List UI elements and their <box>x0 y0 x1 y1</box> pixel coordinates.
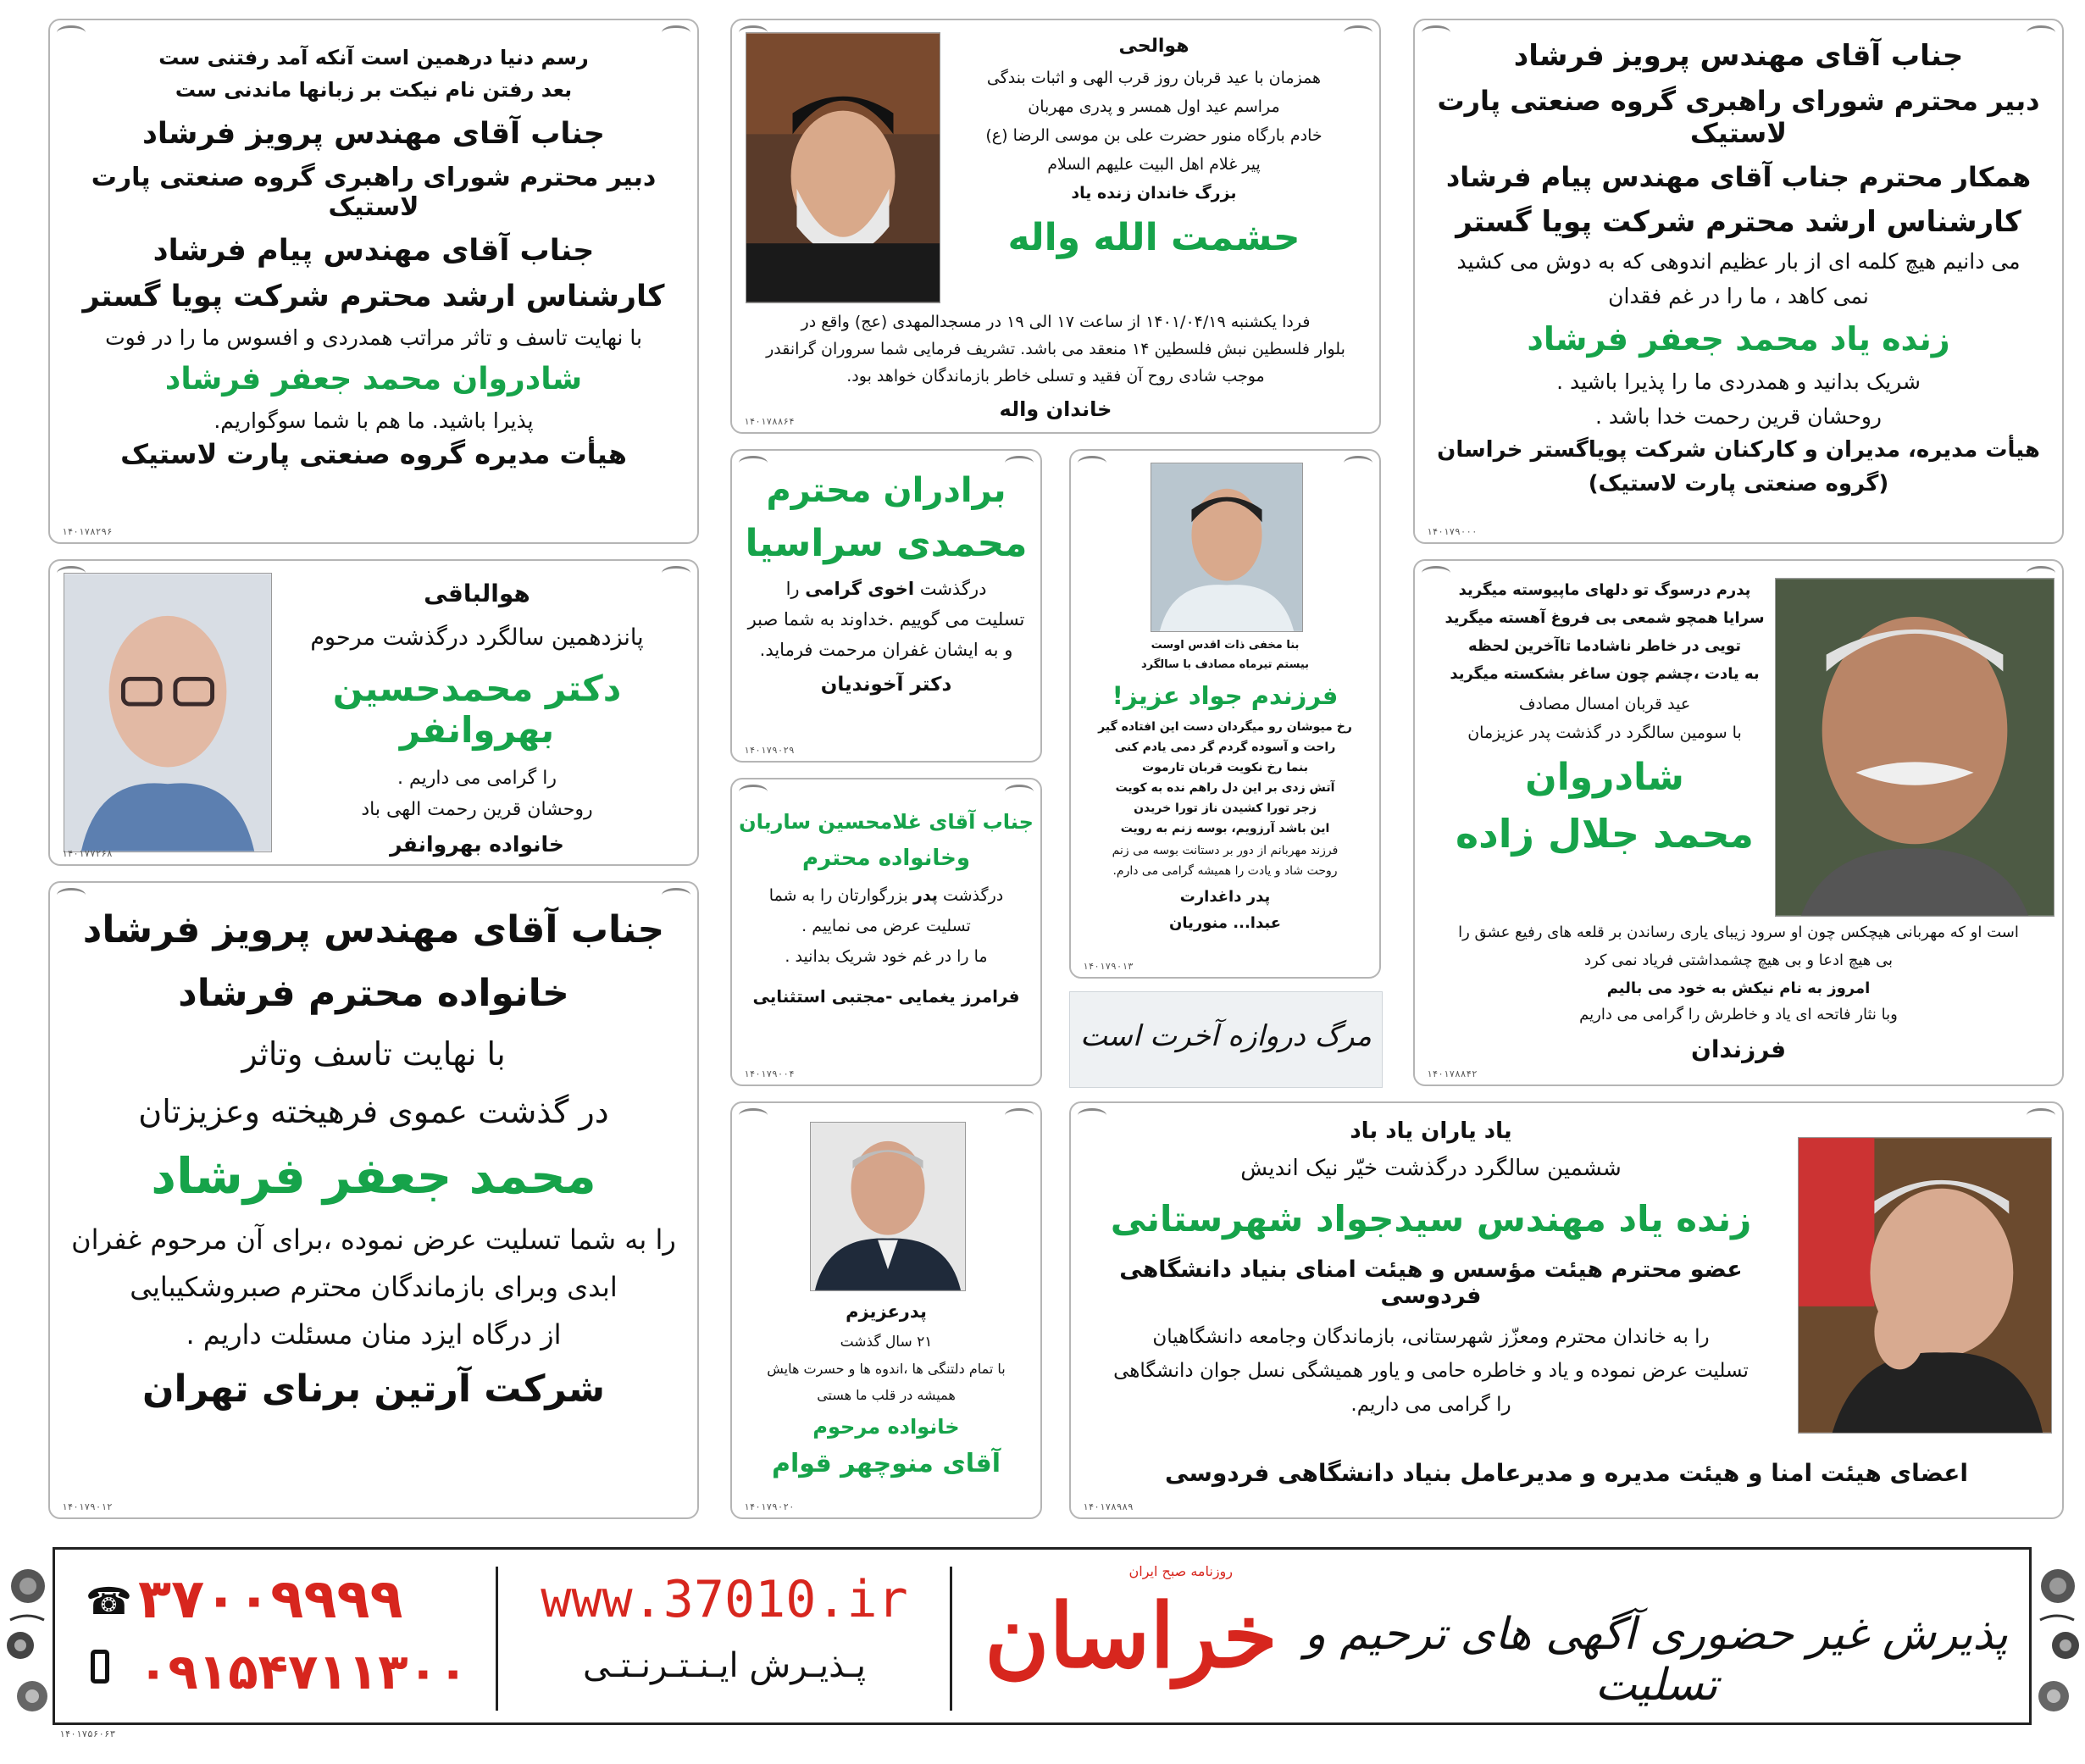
separator-2 <box>950 1567 952 1711</box>
poem-line-2: راحت و آسوده گردم گر دمی یادم کنی <box>1114 741 1336 754</box>
ad-artin-borna <box>48 881 699 1519</box>
website-caption: پـذیـرش ایـنـتـرنـتـی <box>583 1646 866 1685</box>
signature: هیأت مدیره گروه صنعتی پارت لاستیک <box>120 438 627 470</box>
signature: فرامرز یغمایی -مجتبی استثنایی <box>752 986 1020 1007</box>
message-line-2: روحت شاد و یادت را همیشه گرامی می دارم. <box>1112 864 1338 878</box>
portrait-elderly-man-suit <box>1799 1138 2051 1433</box>
message-line-2: تسلیت می گوییم .خداوند به شما صبر <box>747 609 1025 630</box>
poem-line-3: بنما رخ نکویت قربان تارموت <box>1142 761 1308 774</box>
recipient-2-title: کارشناس ارشد محترم شرکت پویا گستر <box>1456 205 2021 239</box>
message-line-2: در گذشت عموی فرهیخته وعزیزتان <box>138 1093 609 1130</box>
portrait-man-suit <box>811 1123 965 1290</box>
message-line-1: است او که مهربانی هیچکس چون او سرود زیبای یاری رساندن بر قلعه های رفیع عشق را <box>1458 924 2019 941</box>
signature: هیأت مدیره، مدیران و کارکنان شرکت پویاگستر خراسان <box>1437 437 2040 463</box>
message-line-3: شریک بدانید و همدردی ما را پذیرا باشید . <box>1556 369 1921 394</box>
ad-submission-banner <box>53 1547 2032 1725</box>
poem-line-1: رخ میوشان رو میگردان دست این افتاده گیر <box>1098 720 1352 734</box>
header-heading: یاد یاران یاد باد <box>1350 1118 1512 1144</box>
ad-farshad-part-lastic <box>48 19 699 544</box>
ceremony-line-3: موجب شادی روح آن فقید و تسلی خاطر بازماندگان خواهد بود. <box>846 367 1265 386</box>
deceased-name: زنده یاد مهندس سیدجواد شهرستانی <box>1110 1198 1752 1240</box>
flower-ornament-right <box>2032 1535 2084 1730</box>
ad-javad-monavarian <box>1069 449 1381 979</box>
message-line-2: روحشان قرین رحمت الهی باد <box>361 799 593 820</box>
ad-code: ۱۴۰۱۷۸۹۸۹ <box>1083 1501 1134 1512</box>
recipient-2-title: کارشناس ارشد محترم شرکت پویا گستر <box>82 280 665 313</box>
ad-code: ۱۴۰۱۷۸۸۶۴ <box>744 416 795 427</box>
deceased-name: شادروان محمد جعفر فرشاد <box>164 362 583 397</box>
phone-number-landline[interactable]: ۳۷۰۰۹۹۹۹ <box>138 1568 403 1631</box>
ad-pouyagostar <box>1413 19 2064 544</box>
ad-code: ۱۴۰۱۷۸۸۴۲ <box>1427 1068 1478 1079</box>
intro-line-4: پیر غلام اهل البیت علیهم السلام <box>1047 155 1261 174</box>
signature-2: عبدا... منوریان <box>1168 914 1281 932</box>
signature: شرکت آرتین برنای تهران <box>141 1367 606 1411</box>
message-line-1: را به خاندان محترم ومعزّز شهرستانی، بازماندگان وجامعه دانشگاهیان <box>1152 1326 1710 1348</box>
signature: فرزندان <box>1690 1035 1787 1063</box>
phone-icon: ☎ <box>86 1580 132 1623</box>
recipient-2: جناب آقای مهندس پیام فرشاد <box>152 234 595 268</box>
header-line-1: بنا مخفی ذات اقدس اوست <box>1151 639 1300 652</box>
message-line: با نهایت تاسف و تاثر مراتب همدردی و افسوس ما را در فوت <box>105 325 642 350</box>
logo-subtitle: روزنامه صبح ایران <box>1128 1563 1233 1579</box>
heading: برادران محترم <box>766 471 1006 510</box>
portrait-photo <box>1775 578 2055 917</box>
word-pedar: پدر <box>912 886 938 905</box>
poem-line-1: پدرم درسوگ تو دلهای ماپیوسته میگرید <box>1458 581 1751 599</box>
message-line-2: با تمام دلتنگی ها ،اندوه ها و حسرت هایش <box>767 1361 1006 1377</box>
deceased-name: محمد جعفر فرشاد <box>151 1147 596 1205</box>
poem-line-2: بعد رفتن نام نیکت بر زبانها ماندنی ست <box>175 78 573 102</box>
message-line-1 <box>732 886 1040 905</box>
portrait-photo <box>810 1122 966 1291</box>
intro-line-1: همزمان با عید قربان روز قرب الهی و اثبات بندگی <box>986 69 1322 87</box>
phone-number-mobile[interactable]: ۰۹۱۵۴۷۱۱۳۰۰ <box>138 1643 469 1700</box>
message-line-1: می دانیم هیچ کلمه ای از بار عظیم اندوهی که به دوش می کشید <box>1456 249 2021 274</box>
signature-sub: (گروه صنعتی پارت لاستیک) <box>1588 471 1889 496</box>
flower-ornament-left <box>2 1535 54 1730</box>
poem-line-4: آتش زدی بر این دل راهم نده به کویت <box>1115 781 1335 795</box>
message-line-4: ابدی وبرای بازماندگان محترم صبروشکیبایی <box>130 1271 618 1303</box>
recipient-family: خانواده محترم فرشاد <box>178 972 569 1015</box>
deceased-name: دکتر محمدحسین بهروانفر <box>332 668 622 751</box>
deceased-name: زنده یاد محمد جعفر فرشاد <box>1527 320 1950 358</box>
signature: اعضای هیئت امنا و هیئت مدیره و مدیرعامل بنیاد دانشگاهی فردوسی <box>1164 1459 1969 1487</box>
signature: خاندان واله <box>999 397 1112 421</box>
signature: دکتر آخوندیان <box>820 674 952 696</box>
deceased-name: فرزندم جواد عزیز! <box>1112 681 1339 710</box>
header-heading: هوالباقی <box>424 580 530 607</box>
message-line-2: تسلیت عرض نموده و یاد و خاطره حامی و یاور همیشگی نسل جوان دانشگاهی <box>1113 1360 1749 1382</box>
occasion-line-2: با سومین سالگرد در گذشت پدر عزیزمان <box>1467 724 1742 742</box>
ad-code: ۱۴۰۱۷۹۰۱۳ <box>1083 961 1134 972</box>
deceased-name: محمد جلال زاده <box>1455 811 1755 857</box>
logo-text: خراسان <box>984 1584 1278 1688</box>
ad-sarban <box>730 778 1042 1086</box>
ceremony-line-1: فردا یکشنبه ۱۴۰۱/۰۴/۱۹ از ساعت ۱۷ الی ۱۹ در مسجدالمهدی (عج) واقع در <box>801 313 1311 331</box>
message-line-1: را گرامی می داریم . <box>397 768 557 789</box>
deceased-name: حشمت الله واله <box>1007 216 1300 259</box>
message-line-1: ۲۱ سال گذشت <box>840 1334 933 1351</box>
ad-ghavam <box>730 1101 1042 1519</box>
message-line-5: از درگاه ایزد منان مسئلت داریم . <box>186 1318 562 1351</box>
word-dargozasht: درگذشت <box>919 579 987 599</box>
phone-section <box>80 1565 479 1709</box>
ad-code: ۱۴۰۱۷۹۰۲۰ <box>744 1501 795 1512</box>
separator-1 <box>496 1567 498 1711</box>
ceremony-line-2: بلوار فلسطین نبش فلسطین ۱۴ منعقد می باشد. تشریف فرمایی شما سروران گرانقدر <box>766 340 1345 358</box>
recipient-1-title: دبیر محترم شورای راهبری گروه صنعتی پارت لاستیک <box>1437 85 2040 149</box>
anniversary-line: پانزدهمین سالگرد درگذشت مرحوم <box>310 624 644 651</box>
website-url[interactable]: www.37010.ir <box>541 1570 908 1629</box>
poem-line-1: رسم دنیا درهمین است آنکه آمد رفتنی ست <box>158 46 589 69</box>
heading: پدرعزیزم <box>846 1301 927 1322</box>
poem-line-5: زجر تورا کشیدن ناز تورا خریدن <box>1134 802 1317 815</box>
signature: خانواده بهروانفر <box>390 832 564 857</box>
khorasan-logo <box>970 1558 1292 1719</box>
portrait-photo <box>64 573 272 852</box>
ad-code: ۱۴۰۱۷۹۰۰۰ <box>1427 526 1478 537</box>
intro-line-2: مراسم عید اول همسر و پدری مهربان <box>1028 97 1280 116</box>
ad-code: ۱۴۰۱۷۹۰۲۹ <box>744 745 795 756</box>
message-end: پذیرا باشید. ما هم با شما سوگواریم. <box>213 408 534 433</box>
banner-ad-code: ۱۴۰۱۷۵۶۰۶۳ <box>59 1728 116 1739</box>
ad-code: ۱۴۰۱۷۹۰۱۲ <box>62 1501 113 1512</box>
ad-vaaleh <box>730 19 1381 434</box>
message-line-4: وبا نثار فاتحه ای یاد و خاطرش را گرامی می داریم <box>1579 1006 1898 1023</box>
portrait-photo <box>746 32 940 303</box>
portrait-photo <box>1151 463 1303 632</box>
ad-behravanfar <box>48 559 699 866</box>
ad-code: ۱۴۰۱۷۷۲۶۸ <box>62 848 113 859</box>
intro-line-5: بزرگ خاندان زنده یاد <box>1071 184 1237 202</box>
header-heading: هوالحی <box>1118 36 1189 57</box>
ad-code: ۱۴۰۱۷۸۲۹۶ <box>62 526 113 537</box>
message-line-3: و به ایشان غفران مرحمت فرماید. <box>759 640 1013 660</box>
word-dargozasht: درگذشت <box>942 886 1004 905</box>
recipient-1: جناب آقای مهندس پرویز فرشاد <box>141 117 606 151</box>
message-rest: بزرگوارتان را به شما <box>768 886 908 905</box>
word-ra: را <box>785 579 800 599</box>
message-line-2: بی هیچ ادعا و بی هیچ چشمداشتی فریاد نمی کرد <box>1583 951 1894 969</box>
message-line-3: را به شما تسلیت عرض نموده ،برای آن مرحوم غفران <box>71 1223 676 1256</box>
occasion-line-1: عید قربان امسال مصادف <box>1518 695 1691 713</box>
message-line-1 <box>732 579 1040 599</box>
slogan-text: پذیرش غیر حضوری آگهی های ترحیم و تسلیت <box>1304 1609 2009 1711</box>
portrait-photo <box>1798 1137 2052 1434</box>
signature-1: پدر داغدارت <box>1179 888 1271 906</box>
word-akhavi: اخوی گرامی <box>805 579 915 599</box>
message-line-3: را گرامی می داریم. <box>1350 1394 1511 1416</box>
calligraphy-box <box>1069 991 1383 1088</box>
deceased-title: عضو محترم هیئت مؤسس و هیئت امنای بنیاد دانشگاهی فردوسی <box>1119 1256 1743 1309</box>
signature-1: خانواده مرحوم <box>812 1415 960 1439</box>
message-line-3: امروز به نام نیکش به خود می بالیم <box>1606 979 1871 997</box>
message-line-1: با نهایت تاسف وتاثر <box>241 1035 506 1073</box>
message-line-2: تسلیت عرض می نماییم . <box>801 917 971 935</box>
recipient: جناب آقای مهندس پرویز فرشاد <box>82 908 665 951</box>
portrait-elderly-man-mustache <box>1776 579 2054 916</box>
signature-2: آقای منوچهر قوام <box>771 1449 1001 1478</box>
website-section <box>513 1565 936 1709</box>
deceased-title: شادروان <box>1525 756 1684 799</box>
recipient-2: همکار محترم جناب آقای مهندس پیام فرشاد <box>1445 161 2032 193</box>
message-line-1: فرزند مهربانم از دور بر دستانت بوسه می زنم <box>1112 844 1339 857</box>
portrait-young-man <box>1151 463 1302 631</box>
header-line-2: بیستم تیرماه مصادف با سالگرد <box>1140 658 1310 671</box>
ad-mohammadi-sarasiya <box>730 449 1042 763</box>
message-line-3: ما را در غم خود شریک بدانید . <box>785 947 988 966</box>
recipient-name: جناب آقای غلامحسین ساربان <box>739 810 1034 834</box>
slogan-section <box>1300 1567 2012 1711</box>
recipient-1-title: دبیر محترم شورای راهبری گروه صنعتی پارت لاستیک <box>91 163 657 222</box>
poem-line-6: این باشد آرزویم، بوسه زنم به رویت <box>1120 822 1330 835</box>
intro-line-3: خادم بارگاه منور حضرت علی بن موسی الرضا (ع) <box>985 126 1323 145</box>
poem-line-2: سرایا همچو شمعی بی فروغ آهسته میگرید <box>1445 609 1765 627</box>
poem-line-4: به یادت ،چشم چون ساغر بشکسته میگرید <box>1450 665 1760 683</box>
recipient-family: وخانواده محترم <box>801 846 971 871</box>
recipient-name: محمدی سراسیا <box>745 522 1028 565</box>
recipient-1: جناب آقای مهندس پرویز فرشاد <box>1513 39 1964 73</box>
portrait-elderly-man <box>746 33 940 302</box>
ad-code: ۱۴۰۱۷۹۰۰۴ <box>744 1068 795 1079</box>
message-line-4: روحشان قرین رحمت خدا باشد . <box>1595 404 1882 429</box>
message-line-3: همیشه در قلب ما هستی <box>817 1387 956 1403</box>
ad-jalalzadeh <box>1413 559 2064 1086</box>
poem-line-3: تویی در خاطر ناشادما تاآخرین لحظه <box>1468 637 1741 655</box>
mobile-icon <box>91 1650 109 1684</box>
anniversary-line: ششمین سالگرد درگذشت خیّر نیک اندیش <box>1240 1156 1622 1181</box>
portrait-man-glasses <box>64 574 271 851</box>
calligraphy-text: مرگ دروازه آخرت است <box>1079 1019 1372 1053</box>
message-line-2: نمی کاهد ، ما را در غم فقدان <box>1608 284 1869 308</box>
ad-shahrestani <box>1069 1101 2064 1519</box>
